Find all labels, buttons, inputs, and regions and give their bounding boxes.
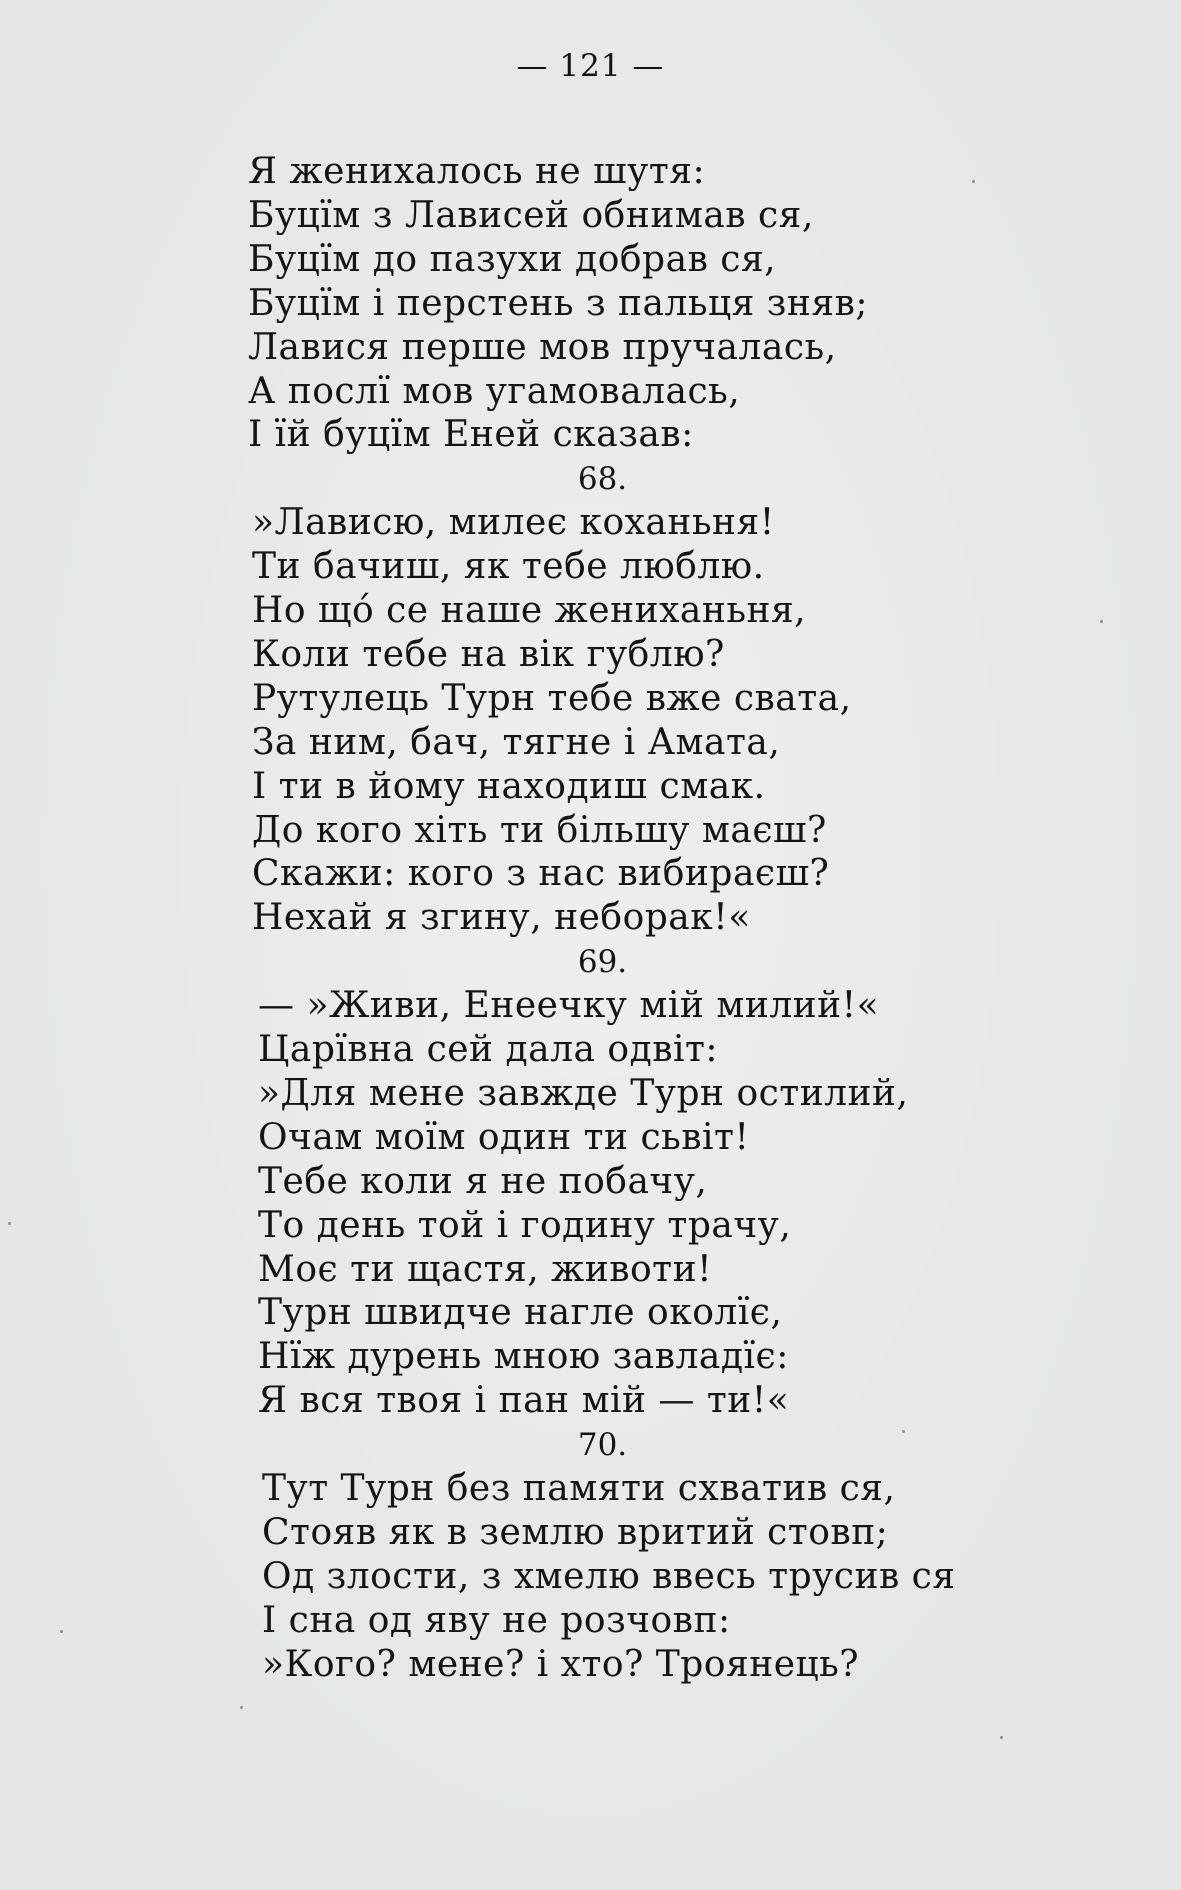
scan-speck	[902, 1430, 905, 1433]
verse-line: За ним, бач, тягне і Амата,	[252, 721, 781, 763]
verse-line: »Кого? мене? і хто? Троянець?	[262, 1643, 860, 1685]
verse-line: Моє ти щастя, животи!	[258, 1248, 713, 1290]
scan-speck	[8, 1222, 11, 1225]
verse-line: Нїж дурень мною завладїє:	[258, 1336, 789, 1378]
verse-line: До кого хіть ти більшу маєш?	[252, 809, 827, 851]
stanza-number: 68.	[577, 461, 628, 498]
verse-line: Очам моїм один ти сьвіт!	[258, 1116, 750, 1158]
verse-line: Буцїм до пазухи добрав ся,	[248, 238, 777, 280]
scan-speck	[972, 180, 975, 183]
verse-line: »Лависю, милеє коханьня!	[252, 502, 775, 544]
verse-line: Буцїм з Лависей обнимав ся,	[248, 194, 814, 236]
verse-line: Нехай я згину, неборак!«	[252, 897, 751, 939]
stanza-number: 70.	[577, 1427, 628, 1464]
verse-line: Ти бачиш, як тебе люблю.	[252, 546, 765, 588]
verse-line: А послї мов угамовалась,	[248, 370, 741, 412]
verse-line: Я женихалось не шутя:	[248, 151, 706, 192]
verse-line: І ти в йому находиш смак.	[252, 765, 766, 807]
scan-speck	[60, 1630, 63, 1633]
verse-line: Стояв як в землю вритий стовп;	[262, 1511, 889, 1553]
verse-line: Турн швидче нагле околїє,	[258, 1292, 783, 1334]
verse-line: Скажи: кого з нас вибираєш?	[252, 853, 830, 895]
verse-line: То день той і годину трачу,	[258, 1204, 792, 1246]
verse-line: Од злости, з хмелю ввесь трусив ся	[262, 1555, 956, 1597]
verse-line: Коли тебе на вік гублю?	[252, 633, 725, 675]
verse-line: І їй буцїм Еней сказав:	[248, 414, 694, 456]
verse-line: Тебе коли я не побачу,	[258, 1160, 708, 1202]
verse-line: Я вся твоя і пан мій — ти!«	[258, 1380, 790, 1422]
verse-line: І сна од яву не розчовп:	[262, 1599, 731, 1641]
verse-line: Но що́ се наше жениханьня,	[252, 590, 807, 631]
verse-line: Рутулець Турн тебе вже свата,	[252, 677, 852, 719]
stanza-number: 69.	[577, 944, 628, 981]
page-number: — 121 —	[516, 48, 665, 84]
scan-speck	[240, 1706, 243, 1709]
verse-line: — »Живи, Енеечку мій милий!«	[258, 985, 880, 1027]
verse-line: Буцїм і перстень з пальця зняв;	[248, 282, 869, 324]
verse-line: Лавися перше мов пручалась,	[248, 326, 837, 368]
verse-line: Тут Турн без памяти схватив ся,	[262, 1468, 896, 1509]
verse-line: Царївна сей дала одвіт:	[258, 1029, 719, 1070]
verse-line: »Для мене завжде Турн остилий,	[258, 1072, 909, 1114]
scan-speck	[1100, 620, 1103, 623]
scan-speck	[1000, 1736, 1003, 1739]
